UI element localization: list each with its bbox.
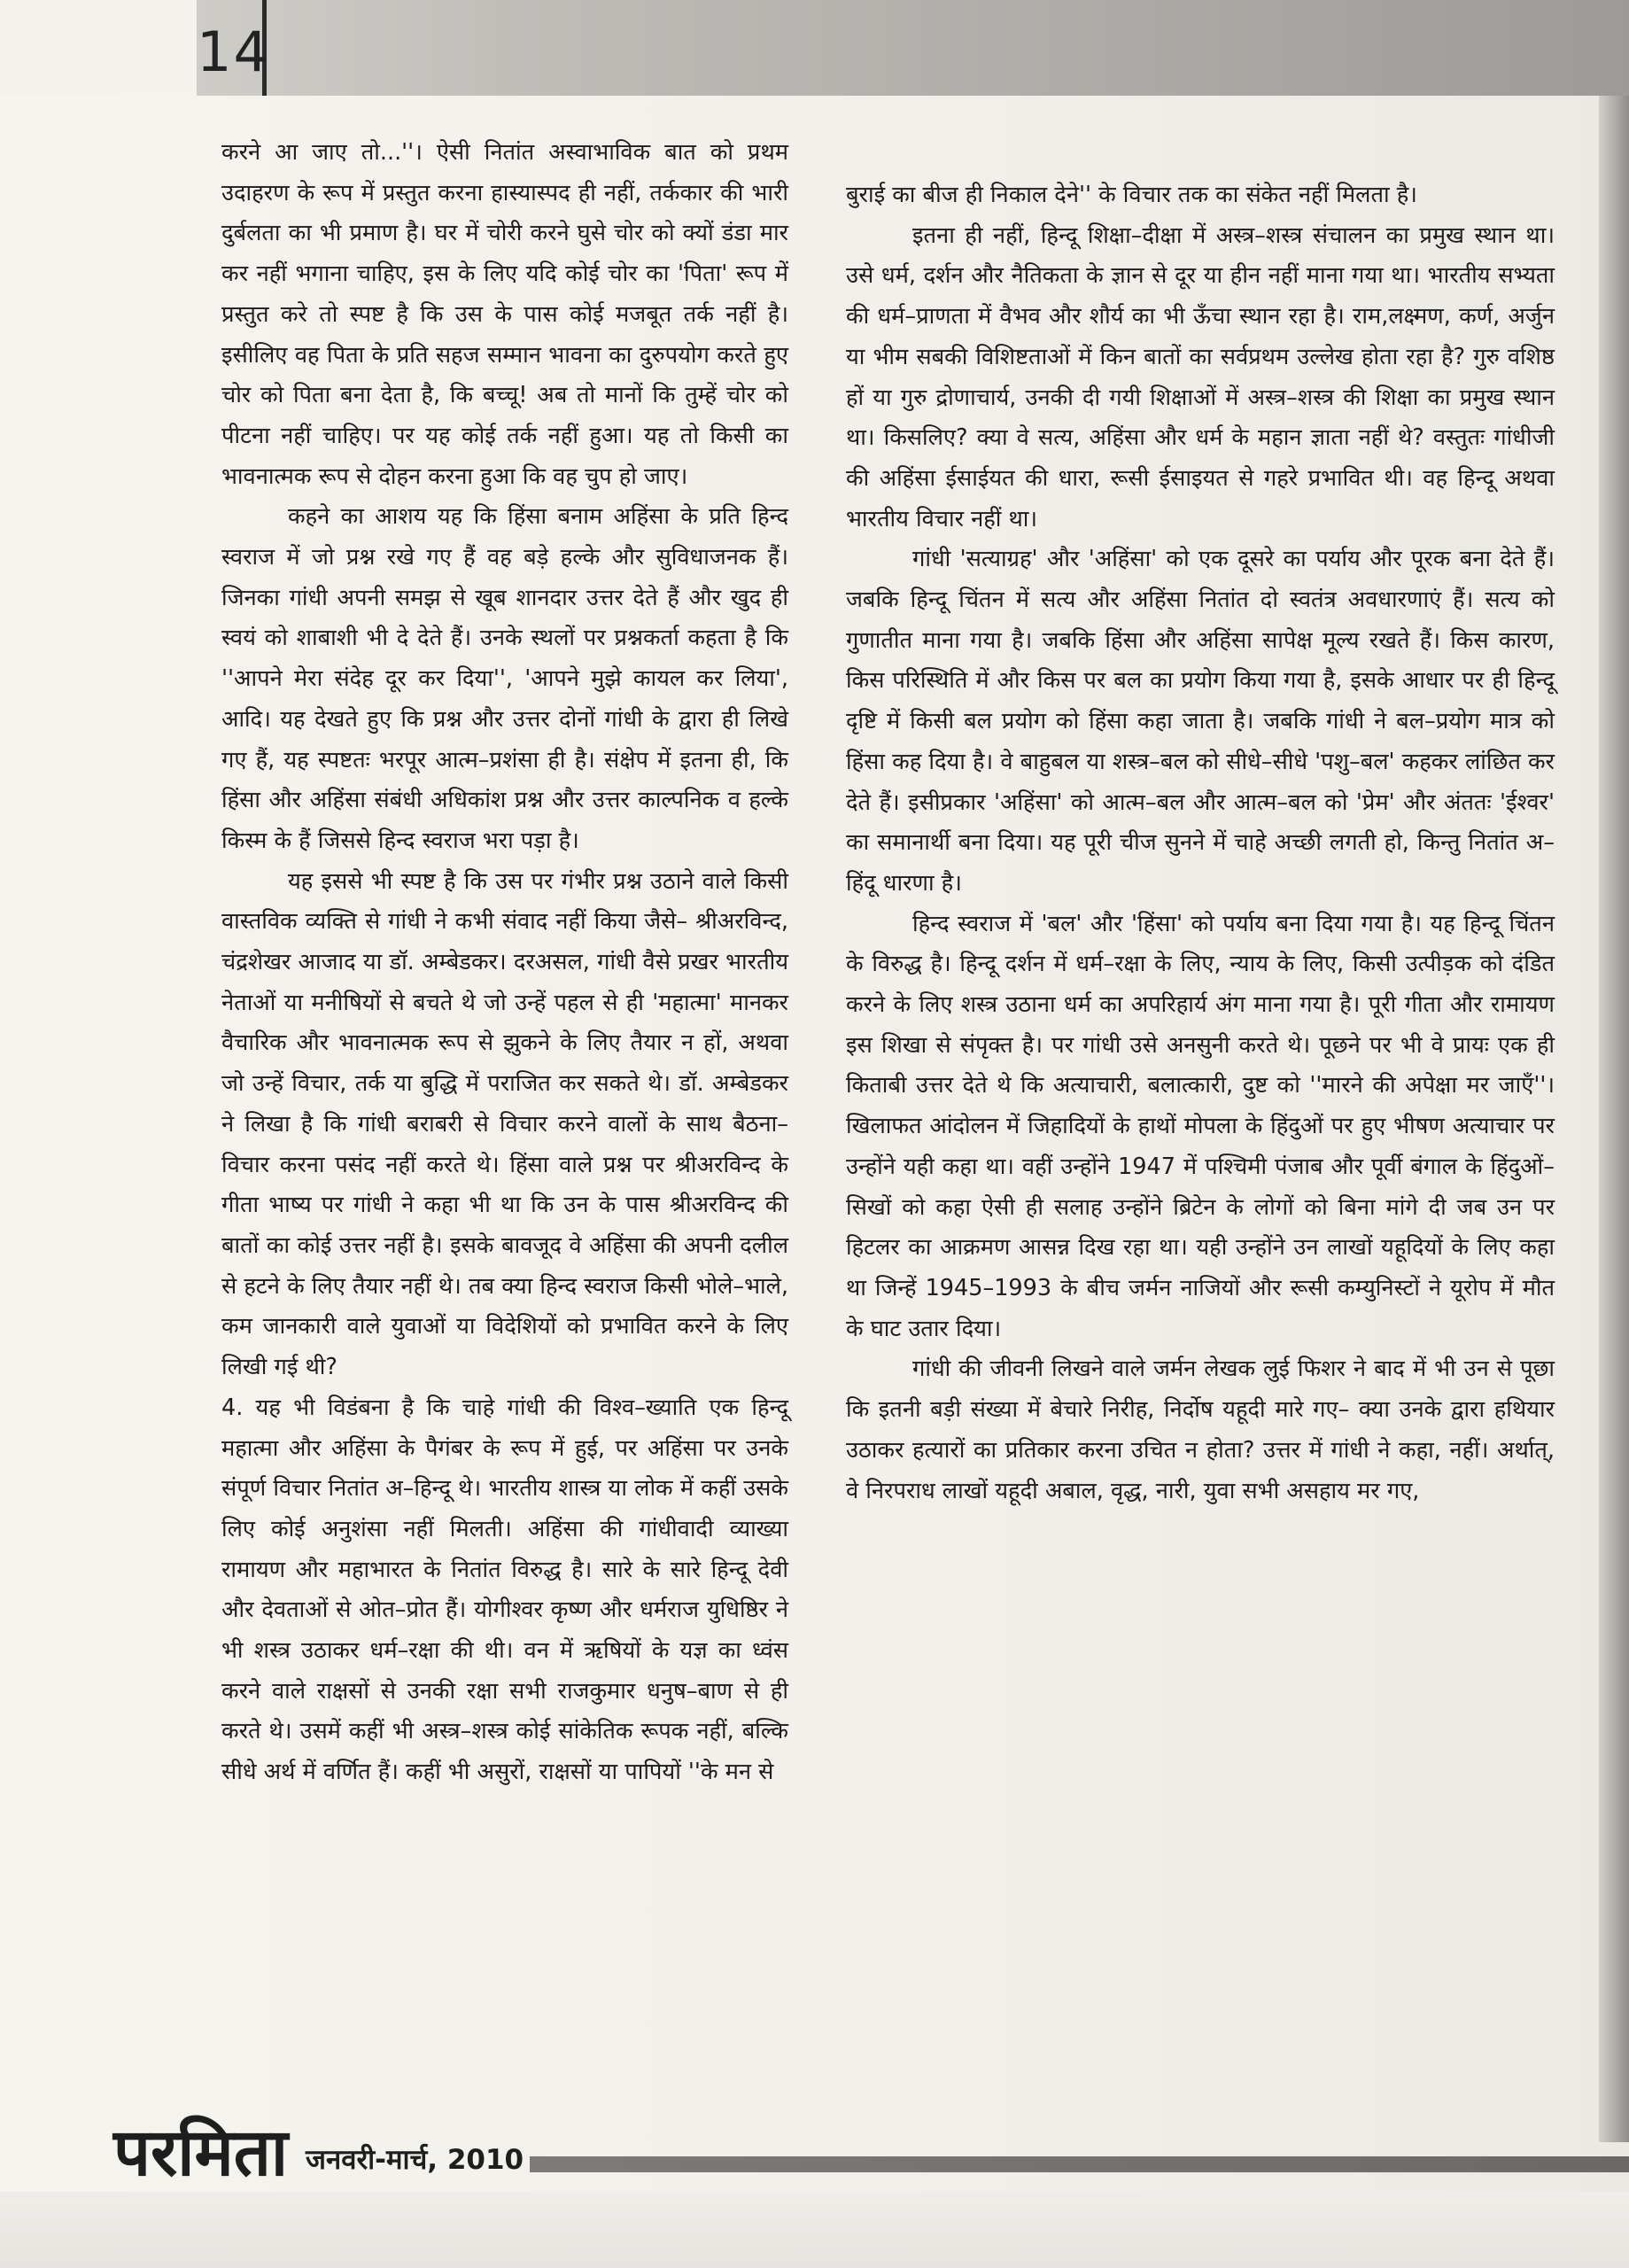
paragraph: बुराई का बीज ही निकाल देने'' के विचार तक का संकेत नहीं मिलता है। [846,182,1417,208]
paragraph: करने आ जाए तो...''। ऐसी नितांत अस्वाभाविक बात को प्रथम उदाहरण के रूप में प्रस्तुत करना हास्यास्पद ही नहीं, तर्ककार की भारी दुर्बलता का भी प्रमाण है। घर में चोरी करने घुसे चोर को क्यों डंडा मार कर नहीं भगाना चाहिए, इस के लिए यदि कोई चोर का 'पिता' रूप में प्रस्तुत करे तो स्पष्ट है कि उस के पास कोई मजबूत तर्क नहीं है। इसीलिए वह पिता के प्रति सहज सम्मान भावना का दुरुपयोग करते हुए चोर को पिता बना देता है, कि बच्चू! अब तो मानों कि तुम्हें चोर को पीटना नहीं चाहिए। पर यह कोई तर्क नहीं हुआ। यह तो किसी का भावनात्मक रूप से दोहन करना हुआ कि वह चुप हो जाए। [221,139,788,490]
left-column [221,133,788,1793]
paragraph: हिन्द स्वराज में 'बल' और 'हिंसा' को पर्याय बना दिया गया है। यह हिन्दू चिंतन के विरुद्ध है। हिन्दू दर्शन में धर्म–रक्षा के लिए, न्याय के लिए, किसी उत्पीड़क को दंडित करने के लिए शस्त्र उठाना धर्म का अपरिहार्य अंग माना गया है। पूरी गीता और रामायण इस शिखा से संपृक्त है। पर गांधी उसे अनसुनी करते थे। पूछने पर भी वे प्रायः एक ही किताबी उत्तर देते थे कि अत्याचारी, बलात्कारी, दुष्ट को ''मारने की अपेक्षा मर जाएँ''। खिलाफत आंदोलन में जिहादियों के हाथों मोपला के हिंदुओं पर हुए भीषण अत्याचार पर उन्होंने यही कहा था। वहीं उन्होंने 1947 में पश्चिमी पंजाब और पूर्वी बंगाल के हिंदुओं–सिखों को कहा ऐसी ही सलाह उन्होंने ब्रिटेन के लोगों को बिना मांगे दी जब उन पर हिटलर का आक्रमण आसन्न दिख रहा था। यही उन्होंने उन लाखों यहूदियों के लिए कहा था जिन्हें 1945–1993 के बीच जर्मन नाजियों और रूसी कम्युनिस्टों ने यूरोप में मौत के घाट उतार दिया। [846,910,1555,1342]
page-footer [0,2109,1629,2268]
paragraph: गांधी की जीवनी लिखने वाले जर्मन लेखक लुई फिशर ने बाद में भी उन से पूछा कि इतनी बड़ी संख्या में बेचारे निरीह, निर्दोष यहूदी मारे गए– क्या उनके द्वारा हथियार उठाकर हत्यारों का प्रतिकार करना उचित न होता? उत्तर में गांधी ने कहा, नहीं। अर्थात्, वे निरपराध लाखों यहूदी अबाल, वृद्ध, नारी, युवा सभी असहाय मर गए, [846,1355,1555,1504]
page-edge-shadow [1599,96,1629,2142]
page-number: 14 [197,19,270,84]
footer-margin [0,2192,1629,2268]
issue-date: जनवरी-मार्च, 2010 [306,2144,524,2176]
paragraph: इतना ही नहीं, हिन्दू शिक्षा–दीक्षा में अस्त्र–शस्त्र संचालन का प्रमुख स्थान था। उसे धर्म, दर्शन और नैतिकता के ज्ञान से दूर या हीन नहीं माना गया था। भारतीय सभ्यता की धर्म–प्राणता में वैभव और शौर्य का भी ऊँचा स्थान रहा है। राम,लक्ष्मण, कर्ण, अर्जुन या भीम सबकी विशिष्टताओं में किन बातों का सर्वप्रथम उल्लेख होता रहा है? गुरु वशिष्ठ हों या गुरु द्रोणाचार्य, उनकी दी गयी शिक्षाओं में अस्त्र–शस्त्र की शिक्षा का प्रमुख स्थान था। किसलिए? क्या वे सत्य, अहिंसा और धर्म के महान ज्ञाता नहीं थे? वस्तुतः गांधीजी की अहिंसा ईसाईयत की धारा, रूसी ईसाइयत से गहरे प्रभावित थी। वह हिन्दू अथवा भारतीय विचार नहीं था। [846,221,1555,532]
header-number-panel [0,0,197,96]
paragraph: गांधी 'सत्याग्रह' और 'अहिंसा' को एक दूसरे का पर्याय और पूरक बना देते हैं। जबकि हिन्दू चिंतन में सत्य और अहिंसा नितांत दो स्वतंत्र अवधारणाएं हैं। सत्य को गुणातीत माना गया है। जबकि हिंसा और अहिंसा सापेक्ष मूल्य रखते हैं। किस कारण, किस परिस्थिति में और किस पर बल का प्रयोग किया गया है, इसके आधार पर ही हिन्दू दृष्टि में किसी बल प्रयोग को हिंसा कहा जाता है। जबकि गांधी ने बल–प्रयोग मात्र को हिंसा कह दिया है। वे बाहुबल या शस्त्र–बल को सीधे–सीधे 'पशु–बल' कहकर लांछित कर देते हैं। इसीप्रकार 'अहिंसा' को आत्म–बल और आत्म–बल को 'प्रेम' और अंततः 'ईश्वर' का समानार्थी बना दिया। यह पूरी चीज सुनने में चाहे अच्छी लगती हो, किन्तु नितांत अ–हिंदू धारणा है। [846,546,1555,897]
paragraph: यह इससे भी स्पष्ट है कि उस पर गंभीर प्रश्न उठाने वाले किसी वास्तविक व्यक्ति से गांधी ने कभी संवाद नहीं किया जैसे– श्रीअरविन्द, चंद्रशेखर आजाद या डॉ. अम्बेडकर। दरअसल, गांधी वैसे प्रखर भारतीय नेताओं या मनीषियों से बचते थे जो उन्हें पहल से ही 'महात्मा' मानकर वैचारिक और भावनात्मक रूप से झुकने के लिए तैयार न हों, अथवा जो उन्हें विचार, तर्क या बुद्धि में पराजित कर सकते थे। डॉ. अम्बेडकर ने लिखा है कि गांधी बराबरी से विचार करने वालों के साथ बैठना–विचार करना पसंद नहीं करते थे। हिंसा वाले प्रश्न पर श्रीअरविन्द के गीता भाष्य पर गांधी ने कहा भी था कि उन के पास श्रीअरविन्द की बातों का कोई उत्तर नहीं है। इसके बावजूद वे अहिंसा की अपनी दलील से हटने के लिए तैयार नहीं थे। तब क्या हिन्द स्वराज किसी भोले–भाले, कम जानकारी वाले युवाओं या विदेशियों को प्रभावित करने के लिए लिखी गई थी? [221,867,788,1381]
magazine-title: परमिता [113,2115,289,2191]
paragraph: 4. यह भी विडंबना है कि चाहे गांधी की विश्व–ख्याति एक हिन्दू महात्मा और अहिंसा के पैगंबर के रूप में हुई, पर अहिंसा पर उनके संपूर्ण विचार नितांत अ–हिन्दू थे। भारतीय शास्त्र या लोक में कहीं उसके लिए कोई अनुशंसा नहीं मिलती। अहिंसा की गांधीवादी व्याख्या रामायण और महाभारत के नितांत विरुद्ध है। सारे के सारे हिन्दू देवी और देवताओं से ओत–प्रोत हैं। योगीश्वर कृष्ण और धर्मराज युधिष्ठिर ने भी शस्त्र उठाकर धर्म–रक्षा की थी। वन में ऋषियों के यज्ञ का ध्वंस करने वाले राक्षसों से उनकी रक्षा सभी राजकुमार धनुष–बाण से ही करते थे। उसमें कहीं भी अस्त्र–शस्त्र कोई सांकेतिक रूपक नहीं, बल्कि सीधे अर्थ में वर्णित हैं। कहीं भी असुरों, राक्षसों या पापियों ''के मन से [221,1394,788,1786]
footer-band [530,2156,1629,2172]
right-column [846,175,1555,1511]
paragraph: कहने का आशय यह कि हिंसा बनाम अहिंसा के प्रति हिन्द स्वराज में जो प्रश्न रखे गए हैं वह बड़े हल्के और सुविधाजनक हैं। जिनका गांधी अपनी समझ से खूब शानदार उत्तर देते हैं और खुद ही स्वयं को शाबाशी भी दे देते हैं। उनके स्थलों पर प्रश्नकर्ता कहता है कि ''आपने मेरा संदेह दूर कर दिया'', 'आपने मुझे कायल कर लिया', आदि। यह देखते हुए कि प्रश्न और उत्तर दोनों गांधी के द्वारा ही लिखे गए हैं, यह स्पष्टतः भरपूर आत्म–प्रशंसा ही है। संक्षेप में इतना ही, कि हिंसा और अहिंसा संबंधी अधिकांश प्रश्न और उत्तर काल्पनिक व हल्के किस्म के हैं जिससे हिन्द स्वराज भरा पड़ा है। [221,503,788,854]
